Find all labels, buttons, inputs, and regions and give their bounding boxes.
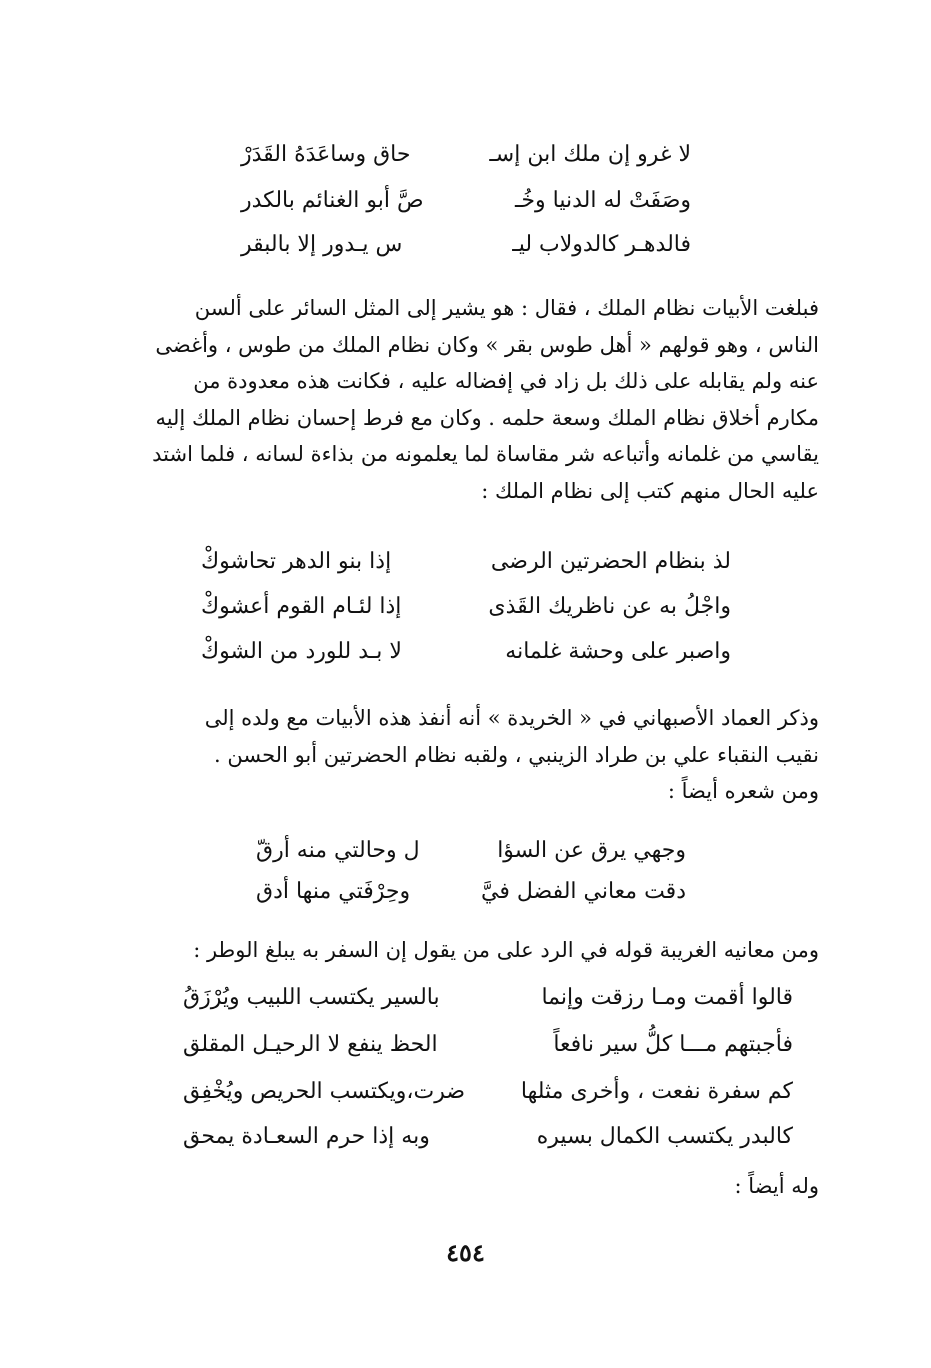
text-line: نقيب النقباء علي بن طراد الزينبي ، ولقبه نظام الحضرتين أبو الحسن . — [214, 742, 819, 767]
verse-second-hemistich: وحِرْفَتي منها أدق — [256, 879, 411, 904]
text-line: عليه الحال منهم كتب إلى نظام الملك : — [481, 478, 819, 503]
verse-second-hemistich: س يـدور إلا بالبقر — [241, 232, 403, 257]
poem1-verse — [241, 140, 691, 170]
verse-second-hemistich: إذا لئـام القوم أعشوكْ — [201, 594, 402, 619]
poem3-verse — [256, 877, 686, 907]
poem2-verse — [201, 547, 731, 577]
verse-first-hemistich: لا غرو إن ملك ابن إسـ — [489, 142, 691, 167]
paragraph — [118, 290, 819, 509]
paragraph — [118, 932, 819, 969]
paragraph — [118, 700, 819, 810]
verse-first-hemistich: فالدهـر كالدولاب ليـ — [512, 232, 691, 257]
poem3-verse — [256, 836, 686, 866]
text-line: يقاسي من غلمانه وأتباعه شر مقاساة لما يعلمونه من بذاءة لسانه ، فلما اشتد — [152, 442, 819, 466]
poem1-verse — [241, 186, 691, 216]
verse-second-hemistich: ل وحالتي منه أرقّ — [256, 838, 420, 863]
verse-first-hemistich: واجْلُ به عن ناظريك القَذى — [488, 594, 731, 619]
poem4-verse — [183, 1077, 793, 1107]
verse-second-hemistich: وبه إذا حرم السعـادة يمحق — [183, 1124, 430, 1149]
verse-first-hemistich: وجهي يرق عن السؤا — [497, 838, 686, 863]
verse-first-hemistich: واصبر على وحشة غلمانه — [505, 639, 731, 664]
verse-second-hemistich: حاق وساعَدَهُ القَدَرْ — [241, 142, 411, 167]
verse-second-hemistich: ضرت،ويكتسب الحريص ويُخْفِق — [183, 1079, 466, 1104]
poem4-verse — [183, 983, 793, 1013]
poem2-verse — [201, 592, 731, 622]
text-line: وذكر العماد الأصبهاني في « الخريدة » أنه أنفذ هذه الأبيات مع ولده إلى — [204, 706, 819, 730]
page-number: ٤٥٤ — [446, 1238, 485, 1267]
verse-second-hemistich: إذا بنو الدهر تحاشوكْ — [201, 549, 392, 574]
text-line: وله أيضاً : — [734, 1174, 819, 1198]
verse-first-hemistich: قالوا أقمت ومـا رزقت وإنما — [541, 985, 793, 1010]
poem1-verse — [241, 230, 691, 260]
verse-first-hemistich: لذ بنظام الحضرتين الرضى — [490, 549, 731, 574]
poem4-verse — [183, 1122, 793, 1152]
verse-first-hemistich: وصَفَتْ له الدنيا وخُـ — [514, 188, 691, 213]
verse-first-hemistich: كالبدر يكتسب الكمال بسيره — [536, 1124, 793, 1149]
poem2-verse — [201, 637, 731, 667]
text-line: فبلغت الأبيات نظام الملك ، فقال : هو يشير إلى المثل السائر على ألسن — [194, 296, 819, 320]
paragraph — [118, 1168, 819, 1205]
text-line: عنه ولم يقابله على ذلك بل زاد في إفضاله عليه ، فكانت هذه معدودة من — [193, 369, 819, 393]
verse-second-hemistich: الحظ ينفع لا الرحيـل المقلق — [183, 1032, 438, 1057]
text-line: ومن معانيه الغريبة قوله في الرد على من يقول إن السفر به يبلغ الوطر : — [193, 938, 819, 962]
verse-first-hemistich: فأجبتهم مـــا كلُّ سير نافعاً — [553, 1032, 793, 1057]
verse-second-hemistich: بالسير يكتسب اللبيب ويُرْزَقُ — [183, 985, 440, 1010]
poem4-verse — [183, 1030, 793, 1060]
text-line: ومن شعره أيضاً : — [667, 779, 819, 803]
text-line: مكارم أخلاق نظام الملك وسعة حلمه . وكان مع فرط إحسان نظام الملك إليه — [155, 405, 819, 430]
text-line: الناس ، وهو قولهم « أهل طوس بقر » وكان نظام الملك من طوس ، وأغضى — [155, 332, 819, 357]
verse-second-hemistich: صَّ أبو الغنائم بالكدر — [241, 188, 424, 213]
verse-second-hemistich: لا بـد للورد من الشوكْ — [201, 639, 402, 664]
verse-first-hemistich: دقت معاني الفضل فيَّ — [481, 879, 686, 904]
verse-first-hemistich: كم سفرة نفعت ، وأخرى مثلها — [520, 1079, 793, 1104]
